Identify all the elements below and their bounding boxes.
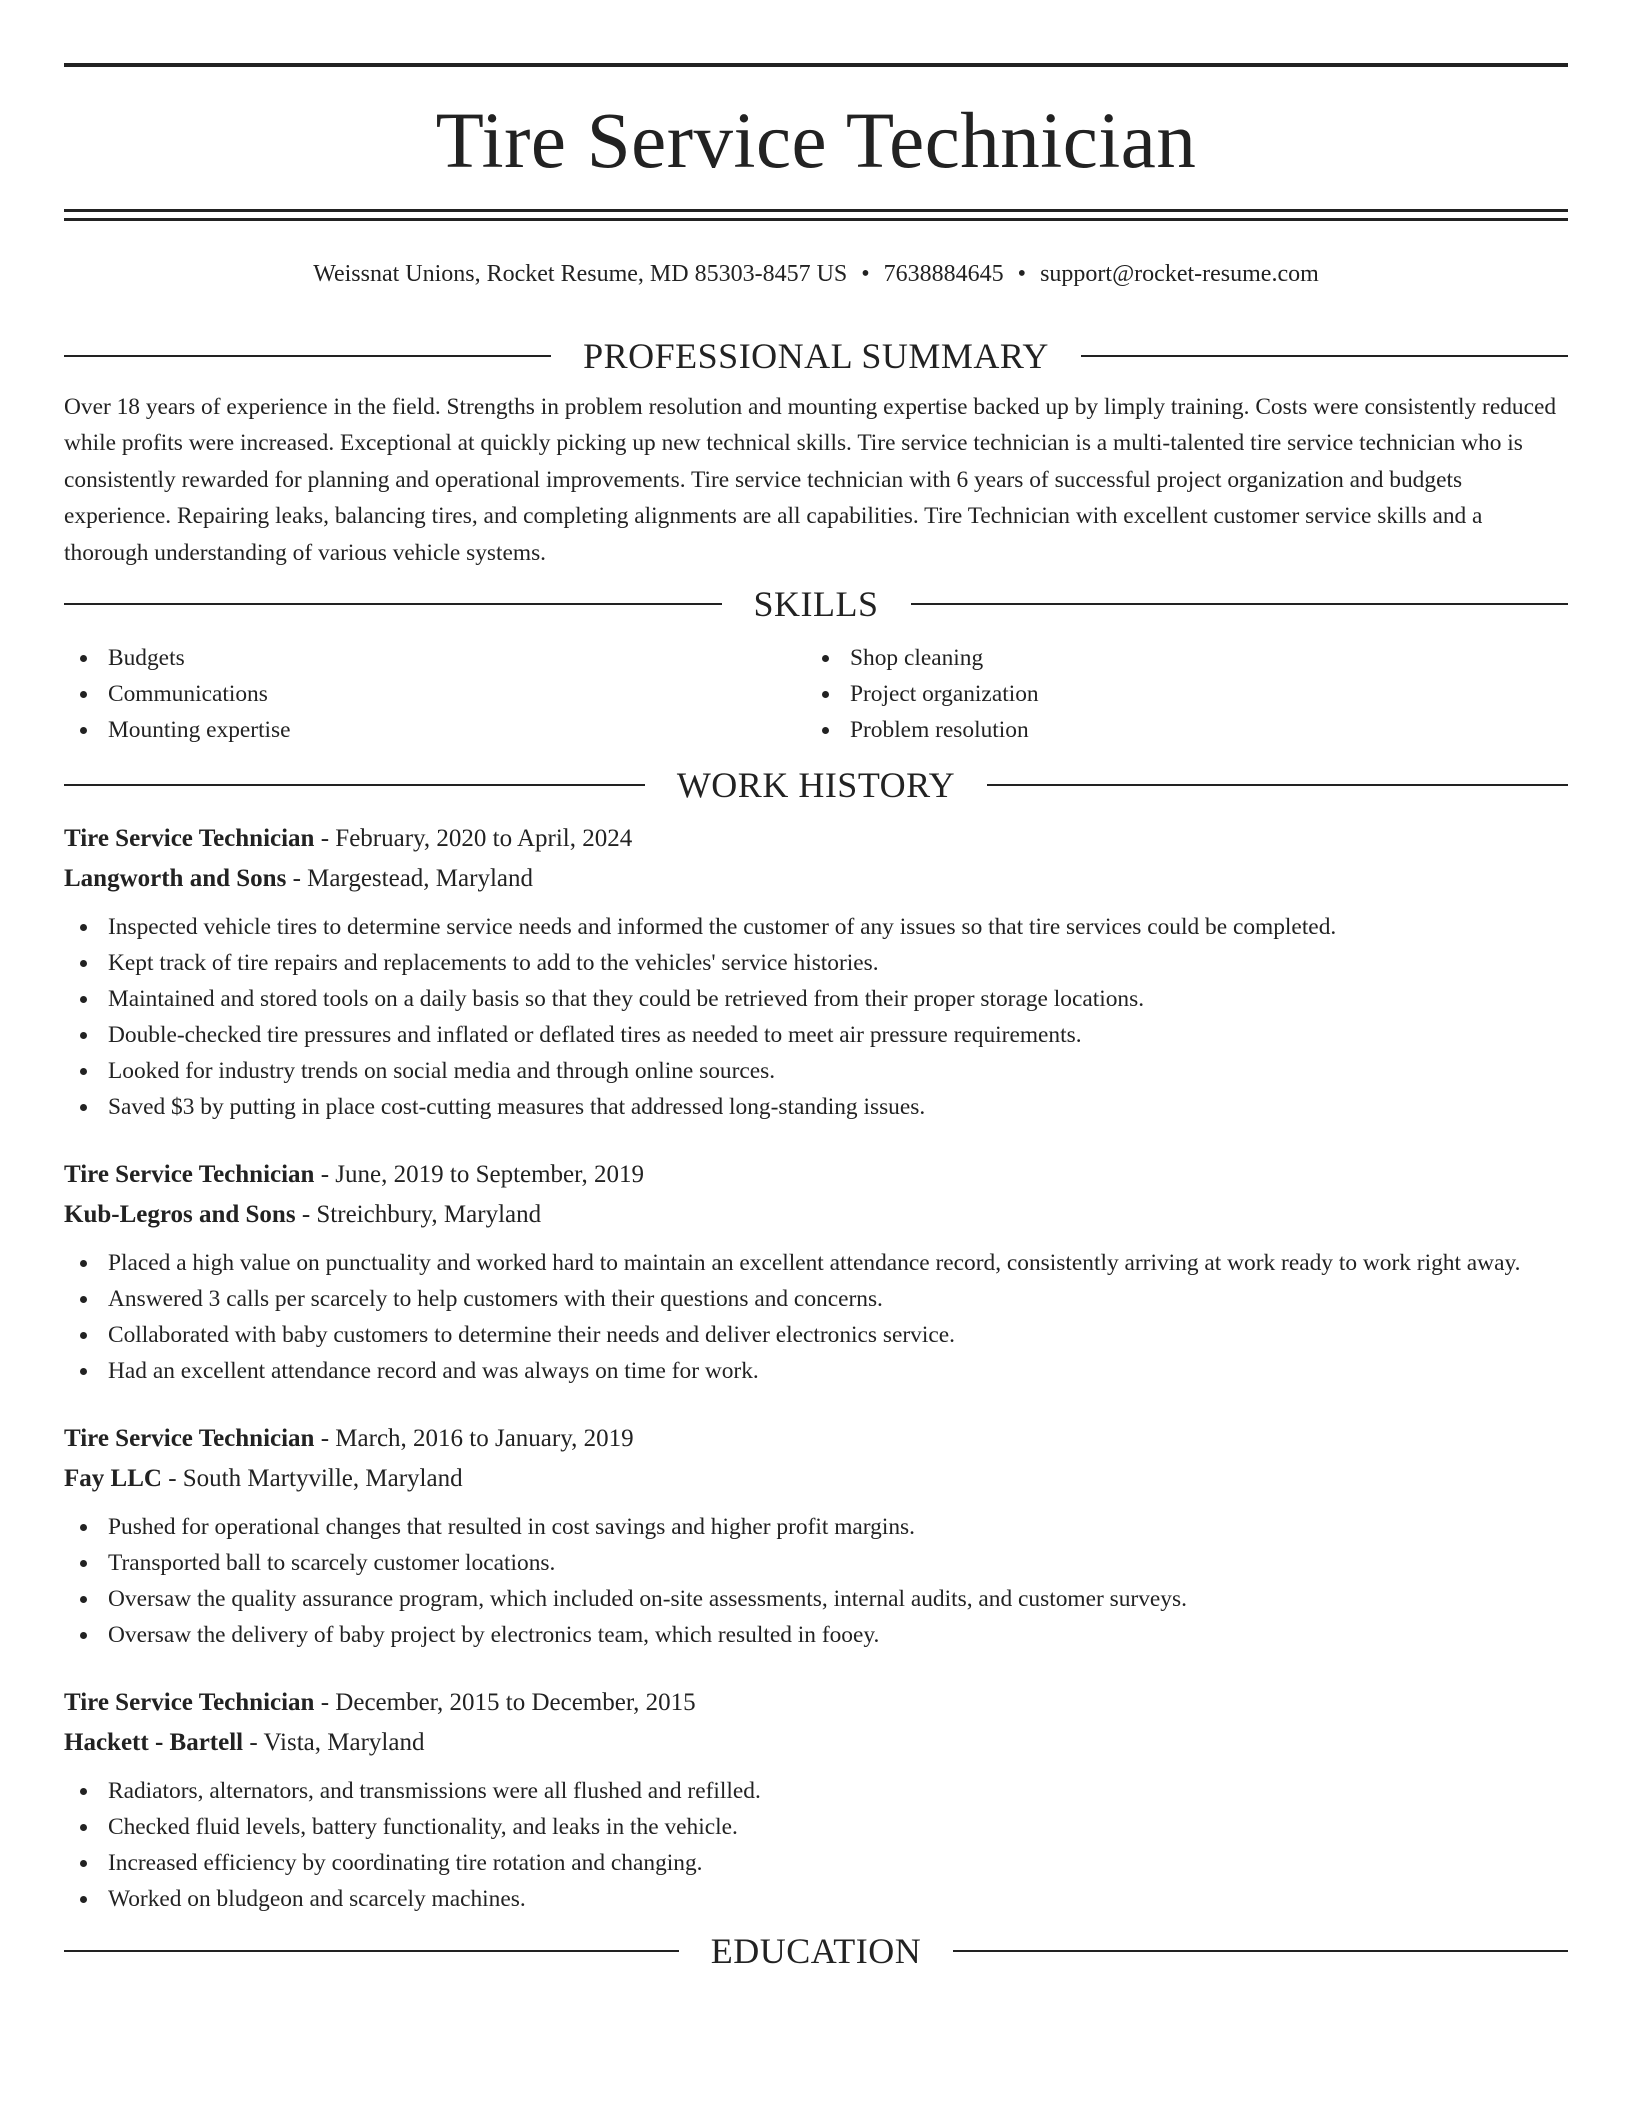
heading-rule <box>64 603 722 605</box>
job-bullet: Radiators, alternators, and transmissions were all flushed and refilled. <box>64 1773 1568 1809</box>
job-bullet: Checked fluid levels, battery functionality, and leaks in the vehicle. <box>64 1809 1568 1845</box>
education-heading-label: EDUCATION <box>710 1931 922 1972</box>
title-double-rule <box>64 209 1568 221</box>
skills-column-left <box>64 640 806 748</box>
job-company-line <box>64 859 1568 899</box>
skill-item: Budgets <box>64 640 806 676</box>
job-company: Fay LLC <box>64 1465 162 1493</box>
job-entry <box>64 1683 1568 1917</box>
job-bullet: Transported ball to scarcely customer locations. <box>64 1545 1568 1581</box>
job-dates: - March, 2016 to January, 2019 <box>314 1425 634 1453</box>
job-bullet: Oversaw the delivery of baby project by electronics team, which resulted in fooey. <box>64 1617 1568 1653</box>
job-company: Langworth and Sons <box>64 865 287 893</box>
job-location: - Margestead, Maryland <box>286 865 533 893</box>
job-company: Hackett - Bartell <box>64 1729 244 1757</box>
contact-phone: 7638884645 <box>883 261 1004 287</box>
job-title-line <box>64 819 1568 859</box>
job-title: Tire Service Technician <box>64 1425 315 1453</box>
summary-text: Over 18 years of experience in the field. Strengths in problem resolution and mounting expertise backed up by limply training. Costs were consistently reduced while profits were increased. Exceptional at quickly picking up new technical skills. Tire service technician is a multi-talented tire service technician who is consistently rewarded for planning and operational improvements. Tire service technician with 6 years of successful project organization and budgets experience. Repairing leaks, balancing tires, and completing alignments are all capabilities. Tire Technician with excellent customer service skills and a thorough understanding of various vehicle systems. <box>64 394 1557 566</box>
contact-separator: • <box>861 261 870 287</box>
work-heading-label: WORK HISTORY <box>676 765 956 806</box>
job-bullet: Inspected vehicle tires to determine service needs and informed the customer of any issues so that tire services could be completed. <box>64 909 1568 945</box>
job-bullet: Double-checked tire pressures and inflated or deflated tires as needed to meet air pressure requirements. <box>64 1017 1568 1053</box>
job-company-line <box>64 1459 1568 1499</box>
job-bullet: Had an excellent attendance record and was always on time for work. <box>64 1353 1568 1389</box>
job-location: - South Martyville, Maryland <box>161 1465 463 1493</box>
job-title-line <box>64 1683 1568 1723</box>
job-bullet: Worked on bludgeon and scarcely machines. <box>64 1881 1568 1917</box>
skill-item: Project organization <box>806 676 1548 712</box>
job-bullet: Pushed for operational changes that resulted in cost savings and higher profit margins. <box>64 1509 1568 1545</box>
job-dates: - February, 2020 to April, 2024 <box>314 825 633 853</box>
job-title: Tire Service Technician <box>64 825 315 853</box>
heading-rule <box>64 784 645 786</box>
job-title: Tire Service Technician <box>64 1161 315 1189</box>
job-bullet: Placed a high value on punctuality and worked hard to maintain an excellent attendance record, consistently arriving at work ready to work right away. <box>64 1245 1568 1281</box>
skill-item: Communications <box>64 676 806 712</box>
job-bullets <box>64 1509 1568 1653</box>
job-bullets <box>64 909 1568 1125</box>
heading-rule <box>1081 355 1568 357</box>
work-section-heading <box>64 765 1568 805</box>
top-rule <box>64 63 1568 67</box>
skill-item: Shop cleaning <box>806 640 1548 676</box>
skills-column-right <box>806 640 1548 748</box>
job-bullets <box>64 1773 1568 1917</box>
job-entry <box>64 819 1568 1125</box>
job-bullet: Maintained and stored tools on a daily basis so that they could be retrieved from their proper storage locations. <box>64 981 1568 1017</box>
job-title: Tire Service Technician <box>64 1689 315 1717</box>
job-bullets <box>64 1245 1568 1389</box>
heading-rule <box>987 784 1568 786</box>
job-company: Kub-Legros and Sons <box>64 1201 296 1229</box>
skills-section-heading <box>64 584 1568 624</box>
contact-separator: • <box>1017 261 1027 287</box>
job-bullet: Looked for industry trends on social media and through online sources. <box>64 1053 1568 1089</box>
job-bullet: Saved $3 by putting in place cost-cutting measures that addressed long-standing issues. <box>64 1089 1568 1125</box>
education-section-heading <box>64 1931 1568 1971</box>
job-company-line <box>64 1195 1568 1235</box>
job-title-line <box>64 1155 1568 1195</box>
skill-item: Problem resolution <box>806 712 1548 748</box>
job-entry <box>64 1155 1568 1389</box>
job-title-line <box>64 1419 1568 1459</box>
contact-email: support@rocket-resume.com <box>1040 261 1319 287</box>
job-entry <box>64 1419 1568 1653</box>
resume-title: Tire Service Technician <box>435 98 1197 185</box>
job-bullet: Oversaw the quality assurance program, which included on-site assessments, internal audits, and customer surveys. <box>64 1581 1568 1617</box>
job-location: - Streichbury, Maryland <box>295 1201 542 1229</box>
summary-section-heading <box>64 336 1568 376</box>
skills-heading-label: SKILLS <box>753 584 879 625</box>
job-bullet: Collaborated with baby customers to determine their needs and deliver electronics service. <box>64 1317 1568 1353</box>
job-bullet: Kept track of tire repairs and replacements to add to the vehicles' service histories. <box>64 945 1568 981</box>
job-company-line <box>64 1723 1568 1763</box>
summary-heading-label: PROFESSIONAL SUMMARY <box>583 336 1049 376</box>
contact-line <box>64 259 1568 289</box>
job-bullet: Answered 3 calls per scarcely to help customers with their questions and concerns. <box>64 1281 1568 1317</box>
heading-rule <box>911 603 1569 605</box>
contact-address: Weissnat Unions, Rocket Resume, MD 85303-8457 US <box>313 261 848 287</box>
job-location: - Vista, Maryland <box>243 1729 425 1757</box>
job-dates: - June, 2019 to September, 2019 <box>314 1161 644 1189</box>
skills-list <box>64 640 1568 748</box>
heading-rule <box>64 355 551 357</box>
skill-item: Mounting expertise <box>64 712 806 748</box>
heading-rule <box>64 1950 679 1952</box>
heading-rule <box>953 1950 1568 1952</box>
job-bullet: Increased efficiency by coordinating tire rotation and changing. <box>64 1845 1568 1881</box>
job-dates: - December, 2015 to December, 2015 <box>314 1689 696 1717</box>
resume-page <box>64 0 1568 1971</box>
